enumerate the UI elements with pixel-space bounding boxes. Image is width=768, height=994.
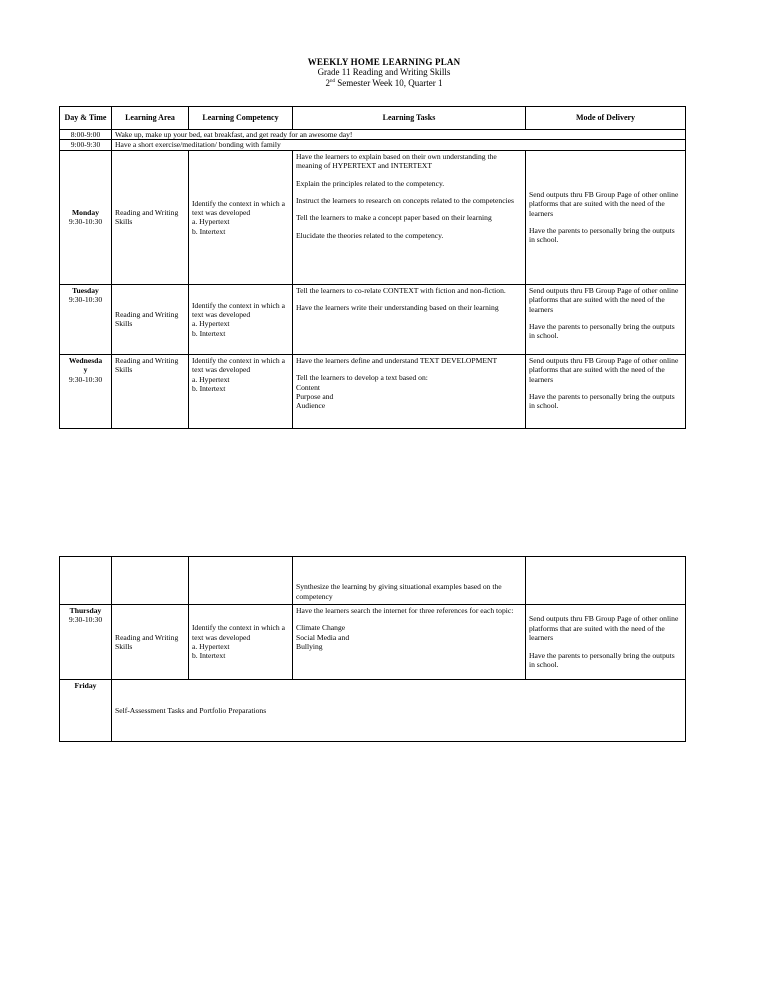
task-text: Instruct the learners to research on concepts related to the competencies: [296, 196, 515, 206]
column-header-mode-of-delivery: Mode of Delivery: [526, 107, 686, 130]
day-cell: [60, 150, 112, 284]
task-text: Have the learners to explain based on their own understanding the meaning of HYPERTEXT and INTERTEXT: [296, 151, 497, 171]
task-text: Tell the learners to make a concept paper based on their learning: [296, 213, 492, 223]
schedule-time: 8:00-9:00: [60, 130, 112, 140]
competency-cell: Identify the context in which a text was developed a. Hypertext b. Intertext: [189, 150, 293, 284]
competency-cell: Identify the context in which a text was developed a. Hypertext b. Intertext: [189, 284, 293, 354]
learning-area-cell: Reading and Writing Skills: [112, 150, 189, 284]
delivery-cell: Send outputs thru FB Group Page of other online platforms that are suited with the need of the learners Have the parents to personally bring the outputs in school.: [526, 354, 686, 428]
wednesday-row: [60, 354, 686, 428]
learning-area-cell: Reading and Writing Skills: [112, 284, 189, 354]
tasks-cell: [293, 284, 526, 354]
day-time: 9:30-10:30: [68, 374, 103, 384]
day-name: Tuesday: [72, 285, 99, 295]
learning-area-cell: Reading and Writing Skills: [112, 605, 189, 680]
schedule-row: [60, 130, 686, 140]
continued-row: [60, 557, 686, 605]
day-time: 9:30-10:30: [68, 295, 103, 305]
task-text: Explain the principles related to the competency.: [296, 178, 445, 188]
task-text: Have the learners search the internet for three references for each topic:: [296, 606, 514, 615]
column-header-learning-tasks: Learning Tasks: [293, 107, 526, 130]
column-header-day-time: Day & Time: [60, 107, 112, 130]
friday-row: [60, 680, 686, 742]
competency-cell: Identify the context in which a text was developed a. Hypertext b. Intertext: [189, 354, 293, 428]
day-name: Friday: [74, 681, 97, 690]
day-cell: [60, 605, 112, 680]
learning-plan-table: [59, 106, 686, 429]
schedule-text: Have a short exercise/meditation/ bonding with family: [112, 140, 686, 150]
schedule-time: 9:00-9:30: [60, 140, 112, 150]
day-cell: [60, 284, 112, 354]
thursday-row: [60, 605, 686, 680]
task-text: Have the learners define and understand TEXT DEVELOPMENT: [296, 355, 498, 365]
day-time: 9:30-10:30: [68, 615, 103, 625]
day-cell: [60, 680, 112, 742]
task-text: Have the learners write their understanding based on their learning: [296, 303, 499, 313]
day-name: Thursday: [69, 606, 102, 615]
day-name: Wednesda: [68, 355, 103, 365]
friday-text: Self-Assessment Tasks and Portfolio Preparations: [112, 680, 686, 742]
delivery-cell: Send outputs thru FB Group Page of other online platforms that are suited with the need of the learners Have the parents to personally bring the outputs in school.: [526, 150, 686, 284]
document-header: [0, 57, 768, 88]
tasks-cell: Have the learners define and understand TEXT DEVELOPMENT Tell the learners to develop a text based on: Content Purpose and Audience: [293, 354, 526, 428]
tasks-cell: Have the learners search the internet for three references for each topic: Climate Change Social Media and Bullying: [293, 605, 526, 680]
column-header-learning-area: Learning Area: [112, 107, 189, 130]
day-cell: Wednesda y 9:30-10:30: [60, 354, 112, 428]
monday-row: [60, 150, 686, 284]
task-text: Elucidate the theories related to the competency.: [296, 230, 444, 240]
day-time: 9:30-10:30: [68, 217, 103, 227]
delivery-cell: Send outputs thru FB Group Page of other online platforms that are suited with the need of the learners Have the parents to personally bring the outputs in school.: [526, 284, 686, 354]
document-title: WEEKLY HOME LEARNING PLAN: [307, 57, 461, 67]
table-header-row: [60, 107, 686, 130]
semester-line: 2nd Semester Week 10, Quarter 1: [325, 78, 443, 88]
tuesday-row: [60, 284, 686, 354]
task-text: Synthesize the learning by giving situational examples based on the competency: [293, 557, 526, 605]
schedule-text: Wake up, make up your bed, eat breakfast, and get ready for an awesome day!: [112, 130, 686, 140]
delivery-cell: Send outputs thru FB Group Page of other online platforms that are suited with the need of the learners Have the parents to personally bring the outputs in school.: [526, 605, 686, 680]
document-subtitle: Grade 11 Reading and Writing Skills: [317, 67, 451, 77]
task-text: Tell the learners to develop a text based on:: [296, 373, 428, 383]
day-name: Monday: [71, 207, 99, 217]
task-text: Tell the learners to co-relate CONTEXT with fiction and non-fiction.: [296, 285, 506, 295]
tasks-cell: [293, 150, 526, 284]
learning-area-cell: Reading and Writing Skills: [112, 354, 189, 428]
schedule-row: [60, 140, 686, 150]
column-header-learning-competency: Learning Competency: [189, 107, 293, 130]
competency-cell: Identify the context in which a text was developed a. Hypertext b. Intertext: [189, 605, 293, 680]
learning-plan-table-continued: [59, 556, 686, 742]
